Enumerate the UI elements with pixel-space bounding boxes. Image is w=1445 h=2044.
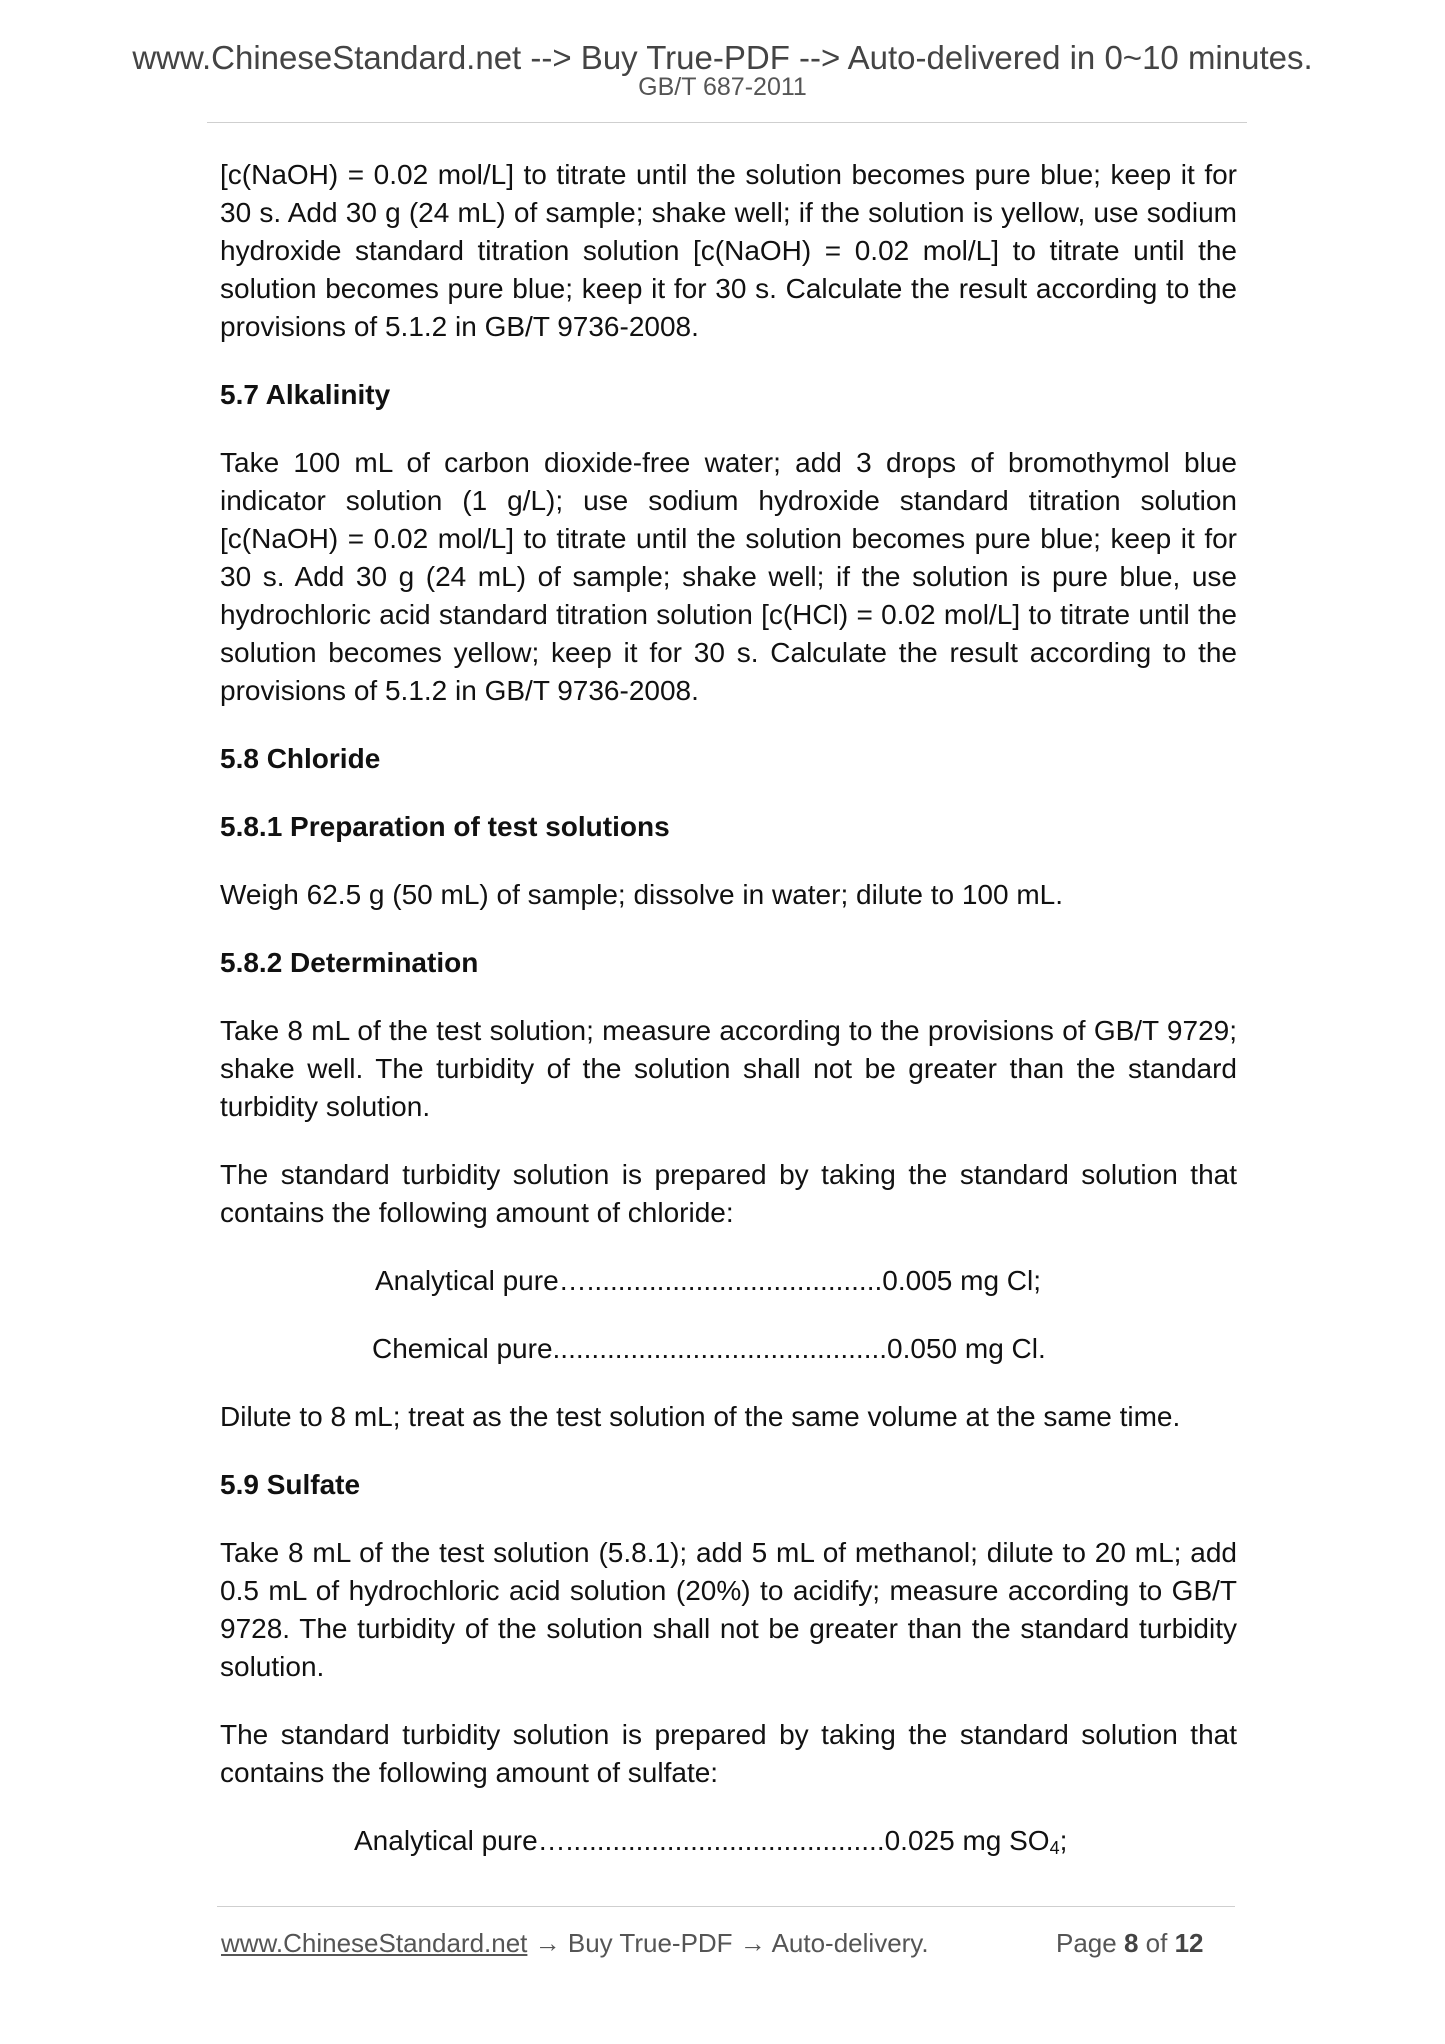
document-body bbox=[220, 156, 1237, 1890]
chloride-chemical-pure: Chemical pure...........................................0.050 mg Cl. bbox=[372, 1333, 1046, 1364]
footer-divider bbox=[217, 1906, 1235, 1907]
chloride-analytical-pure: Analytical pure…......................................0.005 mg Cl; bbox=[375, 1265, 1042, 1296]
page-label: Page bbox=[1056, 1928, 1117, 1958]
header-banner: www.ChineseStandard.net --> Buy True-PDF --> Auto-delivered in 0~10 minutes. bbox=[132, 39, 1313, 76]
heading-5-8-2-determination: 5.8.2 Determination bbox=[220, 947, 479, 978]
heading-5-8-chloride: 5.8 Chloride bbox=[220, 743, 381, 774]
paragraph-alkalinity: Take 100 mL of carbon dioxide-free water; add 3 drops of bromothymol blue indicator solution (1 g/L); use sodium hydroxide standard titration solution [c(NaOH) = 0.02 mol/L] to titrate until the solution becomes pure blue; keep it for 30 s. Add 30 g (24 mL) of sample; shake well; if the solution is pure blue, use hydrochloric acid standard titration solution [c(HCl) = 0.02 mol/L] to titrate until the solution becomes yellow; keep it for 30 s. Calculate the result according to the provisions of 5.1.2 in GB/T 9736-2008. bbox=[220, 447, 1237, 706]
page-current: 8 bbox=[1123, 1928, 1139, 1958]
paragraph-determination: Take 8 mL of the test solution; measure according to the provisions of GB/T 9729; shake well. The turbidity of the solution shall not be greater than the standard turbidity solution. bbox=[220, 1015, 1237, 1122]
sulfate-analytical-pure bbox=[220, 1822, 1237, 1860]
heading-5-7-alkalinity: 5.7 Alkalinity bbox=[220, 379, 391, 410]
page-indicator bbox=[1056, 1926, 1204, 1960]
heading-5-9-sulfate: 5.9 Sulfate bbox=[220, 1469, 361, 1500]
heading-5-8-1-preparation: 5.8.1 Preparation of test solutions bbox=[220, 811, 670, 842]
of-label: of bbox=[1145, 1928, 1168, 1958]
page-total: 12 bbox=[1174, 1928, 1204, 1958]
header-divider bbox=[207, 122, 1247, 123]
footer-left bbox=[221, 1926, 929, 1960]
sulfate-analytical-text: Analytical pure….........................................0.025 mg SO bbox=[354, 1825, 1050, 1856]
footer-tagline: → Buy True-PDF → Auto-delivery. bbox=[527, 1928, 929, 1958]
paragraph-preparation: Weigh 62.5 g (50 mL) of sample; dissolve in water; dilute to 100 mL. bbox=[220, 879, 1064, 910]
paragraph-chloride-standard: The standard turbidity solution is prepared by taking the standard solution that contains the following amount of chloride: bbox=[220, 1159, 1237, 1228]
paragraph-dilute: Dilute to 8 mL; treat as the test solution of the same volume at the same time. bbox=[220, 1401, 1181, 1432]
standard-number: GB/T 687-2011 bbox=[638, 73, 807, 101]
paragraph-sulfate: Take 8 mL of the test solution (5.8.1); add 5 mL of methanol; dilute to 20 mL; add 0.5 mL of hydrochloric acid solution (20%) to acidify; measure according to GB/T 9728. The turbidity of the solution shall not be greater than the standard turbidity solution. bbox=[220, 1537, 1237, 1682]
footer-site-link[interactable]: www.ChineseStandard.net bbox=[221, 1928, 528, 1958]
sulfate-subscript: 4 bbox=[1049, 1838, 1060, 1858]
paragraph-intro: [c(NaOH) = 0.02 mol/L] to titrate until the solution becomes pure blue; keep it for 30 s. Add 30 g (24 mL) of sample; shake well; if the solution is yellow, use sodium hydroxide standard titration solution [c(NaOH) = 0.02 mol/L] to titrate until the solution becomes pure blue; keep it for 30 s. Calculate the result according to the provisions of 5.1.2 in GB/T 9736-2008. bbox=[220, 159, 1237, 342]
paragraph-sulfate-standard: The standard turbidity solution is prepared by taking the standard solution that contains the following amount of sulfate: bbox=[220, 1719, 1237, 1788]
sulfate-analytical-tail: ; bbox=[1059, 1825, 1068, 1856]
